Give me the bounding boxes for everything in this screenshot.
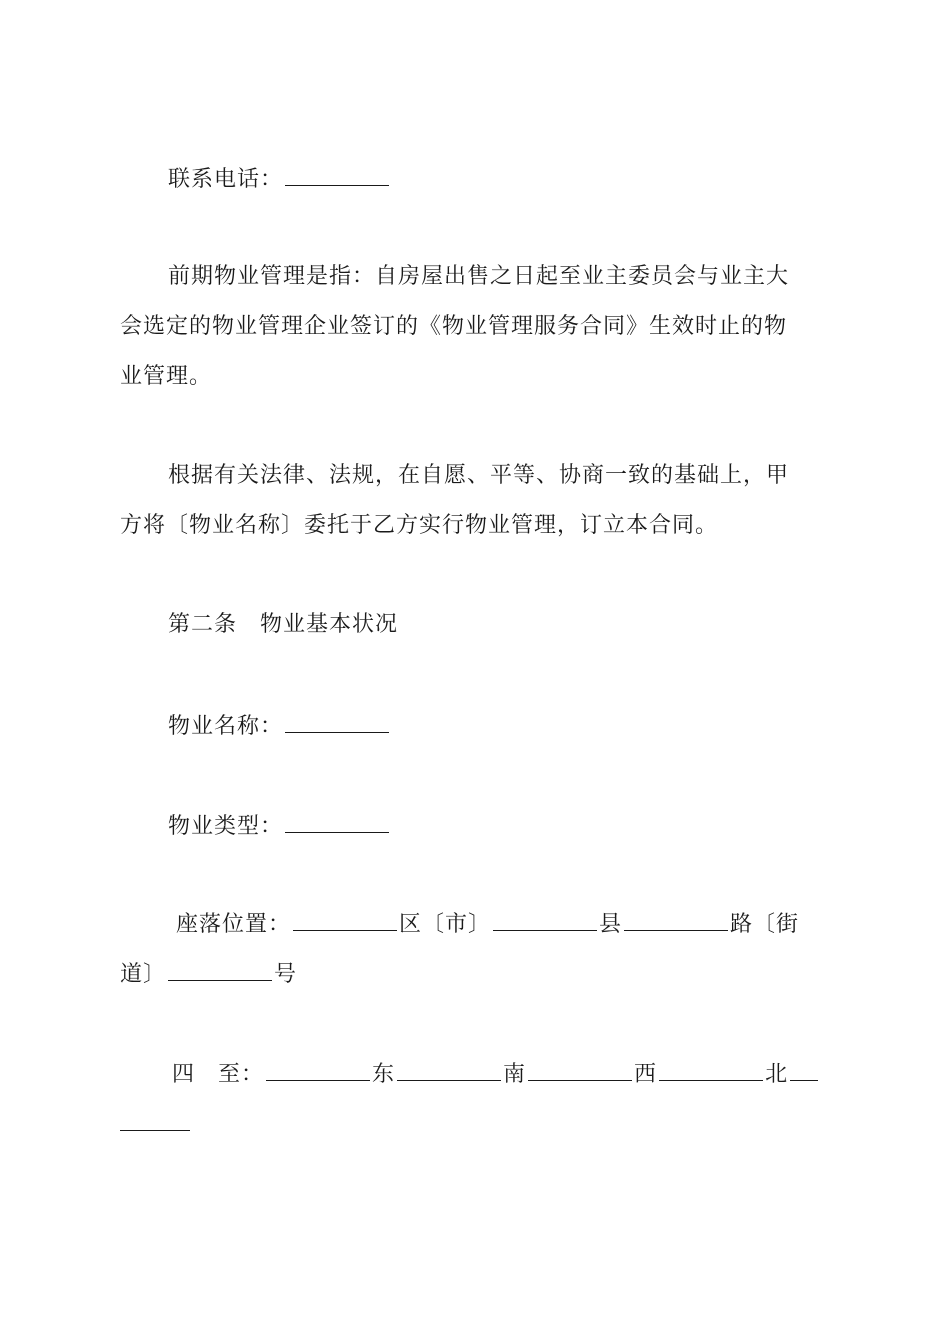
location-road-blank[interactable] [624, 908, 728, 931]
location-district-blank[interactable] [293, 908, 397, 931]
location-line-2 [120, 958, 297, 990]
boundaries-east-label: 东 [372, 1062, 396, 1087]
article-2-title: 第二条 物业基本状况 [168, 612, 399, 637]
boundaries-trailing-blank-cont[interactable] [120, 1108, 190, 1131]
boundaries-line-1 [172, 1058, 820, 1090]
boundaries-north-label: 北 [765, 1062, 789, 1087]
boundaries-label: 四 至： [172, 1062, 265, 1087]
location-label: 座落位置： [176, 912, 292, 937]
boundaries-line-2 [120, 1108, 192, 1140]
boundaries-south-label: 南 [503, 1062, 527, 1087]
property-type-line [168, 810, 391, 842]
location-road-cont-label: 道〕 [120, 962, 167, 987]
boundaries-north-blank[interactable] [659, 1058, 763, 1081]
boundaries-west-blank[interactable] [528, 1058, 632, 1081]
definition-line-1: 前期物业管理是指：自房屋出售之日起至业主委员会与业主大 [168, 264, 790, 289]
boundaries-west-label: 西 [634, 1062, 658, 1087]
definition-line-3: 业管理。 [120, 364, 213, 389]
location-number-label: 号 [274, 962, 298, 987]
boundaries-east-blank[interactable] [266, 1058, 370, 1081]
property-name-blank[interactable] [285, 710, 389, 733]
location-district-label: 区〔市〕 [399, 912, 492, 937]
property-name-label: 物业名称： [168, 714, 284, 739]
location-number-blank[interactable] [168, 958, 272, 981]
location-county-label: 县 [599, 912, 623, 937]
location-line-1 [176, 908, 799, 940]
contact-phone-blank[interactable] [285, 163, 389, 186]
location-county-blank[interactable] [493, 908, 597, 931]
property-name-line [168, 710, 391, 742]
contact-phone-label: 联系电话： [168, 167, 284, 192]
contact-phone-line [168, 163, 391, 195]
basis-line-1: 根据有关法律、法规，在自愿、平等、协商一致的基础上，甲 [168, 463, 790, 488]
boundaries-trailing-blank[interactable] [790, 1058, 818, 1081]
boundaries-south-blank[interactable] [397, 1058, 501, 1081]
property-type-label: 物业类型： [168, 814, 284, 839]
definition-line-2: 会选定的物业管理企业签订的《物业管理服务合同》生效时止的物 [120, 314, 788, 339]
property-type-blank[interactable] [285, 810, 389, 833]
location-road-label: 路〔街 [730, 912, 800, 937]
basis-line-2: 方将〔物业名称〕委托于乙方实行物业管理，订立本合同。 [120, 513, 719, 538]
